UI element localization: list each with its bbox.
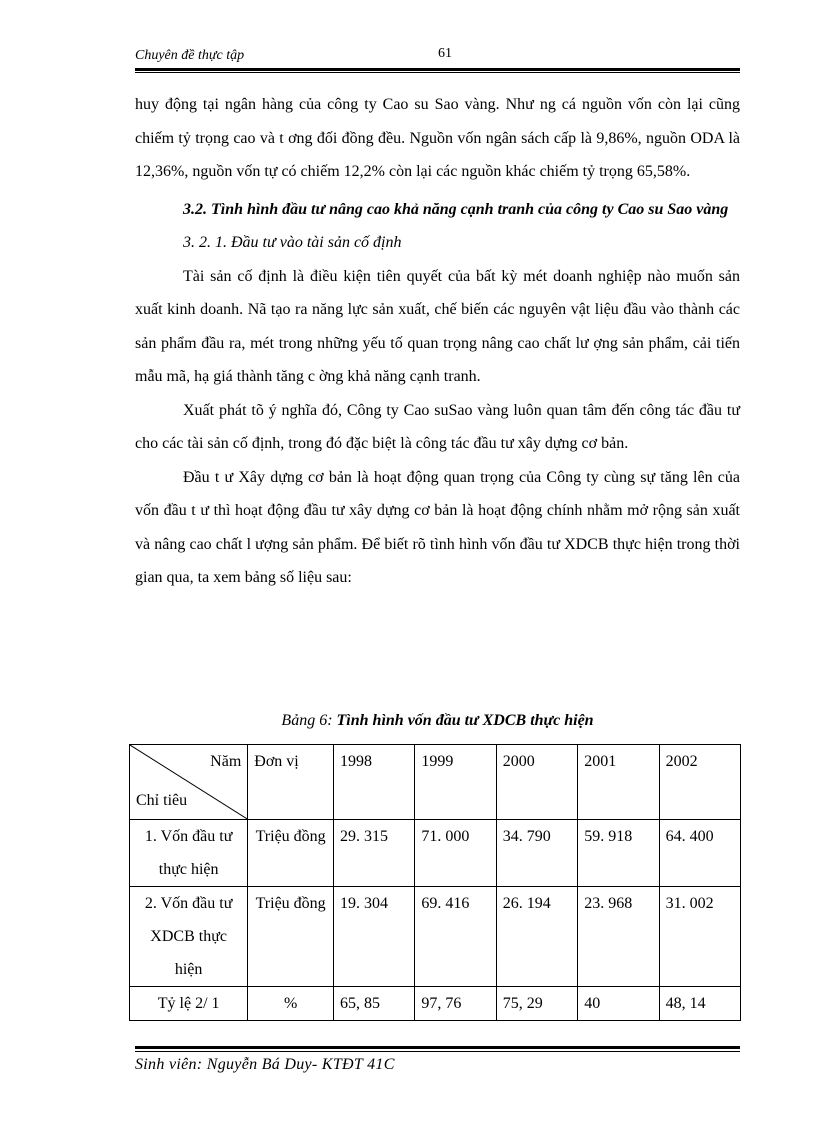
page-number: 61 [438, 46, 452, 61]
paragraph-2: Tài sản cố định là điều kiện tiên quyết của bất kỳ mét doanh nghiệp nào muốn sản xuất kinh doanh. Nã tạo ra năng lực sản xuất, chế biến các nguyên vật liệu đầu vào thành các sản phẩm đầu ra, mét trong những yếu tố quan trọng nâng cao chất lư ợng sản phẩm, cải tiến mẫu mã, hạ giá thành tăng c ờng khả năng cạnh tranh. [135, 267, 740, 385]
table-row [130, 987, 741, 1021]
year-header: 1998 [334, 745, 415, 820]
investment-table [129, 744, 741, 1021]
table-cell: 71. 000 [415, 820, 496, 887]
paragraph-3: Xuất phát tõ ý nghĩa đó, Công ty Cao suSao vàng luôn quan tâm đến công tác đầu tư cho các tài sản cố định, trong đó đặc biệt là công tác đầu tư xây dựng cơ bản. [135, 401, 740, 452]
year-header: 2002 [659, 745, 740, 820]
table-cell: 65, 85 [334, 987, 415, 1021]
table-cell: 48, 14 [659, 987, 740, 1021]
table-cell: 23. 968 [578, 887, 659, 987]
table-cell: 26. 194 [496, 887, 577, 987]
unit-header: Đơn vị [248, 745, 334, 820]
subsection-heading: 3. 2. 1. Đầu tư vào tài sản cố định [183, 234, 402, 251]
paragraph-4: Đầu t ư Xây dựng cơ bản là hoạt động quan trọng của Công ty cùng sự tăng lên của vốn đầu t ư thì hoạt động đầu tư xây dựng cơ bản là hoạt động chính nhằm mở rộng sản xuất và nâng cao chất l ượng sản phẩm. Để biết rõ tình hình vốn đầu tư XDCB thực hiện trong thời gian qua, ta xem bảng số liệu sau: [135, 468, 740, 586]
header-rule-thick [135, 68, 740, 71]
caption-title: Tình hình vốn đầu tư XDCB thực hiện [336, 712, 594, 729]
header-rule-thin [135, 72, 740, 73]
row-label: 1. Vốn đầu tư thực hiện [130, 820, 248, 887]
table-row [130, 887, 741, 987]
row-unit: Triệu đồng [248, 820, 334, 887]
table-cell: 29. 315 [334, 820, 415, 887]
table-cell: 34. 790 [496, 820, 577, 887]
table-cell: 40 [578, 987, 659, 1021]
table-cell: 19. 304 [334, 887, 415, 987]
corner-cell [130, 745, 248, 820]
year-header: 1999 [415, 745, 496, 820]
year-header: 2000 [496, 745, 577, 820]
corner-indicator-label: Chỉ tiêu [136, 792, 188, 809]
row-unit: Triệu đồng [248, 887, 334, 987]
section-heading: 3.2. Tình hình đầu tư nâng cao khả năng cạnh tranh của công ty Cao su Sao vàng [183, 200, 729, 218]
table-cell: 69. 416 [415, 887, 496, 987]
corner-year-label: Năm [210, 753, 242, 770]
table-cell: 75, 29 [496, 987, 577, 1021]
paragraph-1: huy động tại ngân hàng của công ty Cao su Sao vàng. Như ng cá nguồn vốn còn lại cũng chiếm tỷ trọng cao và t ơng đối đồng đều. Nguồn vốn ngân sách cấp là 9,86%, nguồn ODA là 12,36%, nguồn vốn tự có chiếm 12,2% còn lại các nguồn khác chiếm tỷ trọng 65,58%. [135, 96, 740, 180]
caption-prefix: Bảng 6: [281, 712, 333, 729]
row-unit: % [248, 987, 334, 1021]
footer-text: Sinh viên: Nguyễn Bá Duy- KTĐT 41C [135, 1056, 395, 1073]
table-row [130, 820, 741, 887]
table-cell: 31. 002 [659, 887, 740, 987]
table-cell: 59. 918 [578, 820, 659, 887]
header-title: Chuyên đề thực tập [135, 48, 245, 63]
body-text [135, 88, 740, 595]
footer-rule-thick [135, 1046, 740, 1049]
table-cell: 64. 400 [659, 820, 740, 887]
table-cell: 97, 76 [415, 987, 496, 1021]
year-header: 2001 [578, 745, 659, 820]
footer-rule-thin [135, 1051, 740, 1052]
table-caption [135, 712, 740, 730]
table-header-row [130, 745, 741, 820]
row-label: Tỷ lệ 2/ 1 [130, 987, 248, 1021]
page-header [135, 48, 740, 70]
row-label: 2. Vốn đầu tư XDCB thực hiện [130, 887, 248, 987]
